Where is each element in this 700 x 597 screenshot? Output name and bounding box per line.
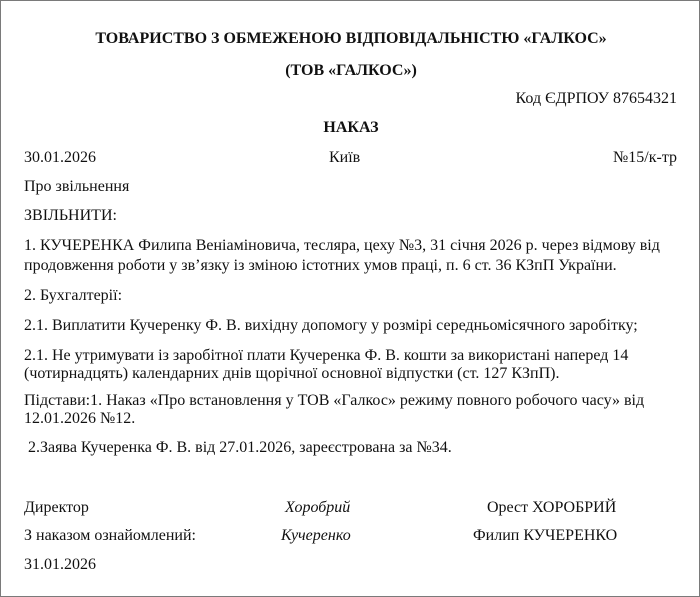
order-city: Київ — [329, 149, 361, 166]
paragraph-2-1: 2.1. Виплатити Кучеренку Ф. В. вихідну допомогу у розмірі середньомісячного заробітку; — [24, 317, 638, 334]
director-name: Орест ХОРОБРИЙ — [487, 499, 617, 516]
company-short-name: (ТОВ «ГАЛКОС») — [285, 62, 417, 79]
paragraph-1-line-2: продовження роботи у зв’язку із зміною істотних умов праці, п. 6 ст. 36 КЗпП України. — [24, 257, 617, 274]
order-number: №15/к-тр — [613, 149, 677, 166]
order-date: 30.01.2026 — [24, 149, 96, 166]
order-verb: ЗВІЛЬНИТИ: — [24, 207, 117, 224]
edrpou-code: Код ЄДРПОУ 87654321 — [515, 90, 677, 107]
document-type: НАКАЗ — [323, 119, 379, 136]
basis-line-1: Підстави:1. Наказ «Про встановлення у ТОВ «Галкос» режиму повного робочого часу» від — [24, 392, 645, 409]
acknowledged-date: 31.01.2026 — [24, 556, 96, 573]
company-name: ТОВАРИСТВО З ОБМЕЖЕНОЮ ВІДПОВІДАЛЬНІСТЮ «ГАЛКОС» — [95, 30, 607, 47]
basis-2: 2.Заява Кучеренка Ф. В. від 27.01.2026, зареєстрована за №34. — [28, 439, 452, 456]
paragraph-1-line-1: 1. КУЧЕРЕНКА Филипа Веніаміновича, тесляра, цеху №3, 31 січня 2026 р. через відмову від — [24, 237, 660, 254]
paragraph-2-2-line-1: 2.1. Не утримувати із заробітної плати Кучеренка Ф. В. кошти за використані наперед 14 — [24, 347, 629, 364]
order-subject: Про звільнення — [24, 178, 130, 195]
acknowledged-label: З наказом ознайомлений: — [24, 527, 196, 544]
paragraph-2: 2. Бухгалтерії: — [24, 287, 123, 304]
basis-line-2: 12.01.2026 №12. — [24, 410, 136, 427]
director-signature: Хоробрий — [285, 499, 351, 516]
employee-signature: Кучеренко — [281, 527, 351, 544]
director-title: Директор — [24, 499, 89, 516]
employee-name: Филип КУЧЕРЕНКО — [473, 527, 618, 544]
paragraph-2-2-line-2: (чотирнадцять) календарних днів щорічної основної відпустки (ст. 127 КЗпП). — [24, 365, 560, 382]
